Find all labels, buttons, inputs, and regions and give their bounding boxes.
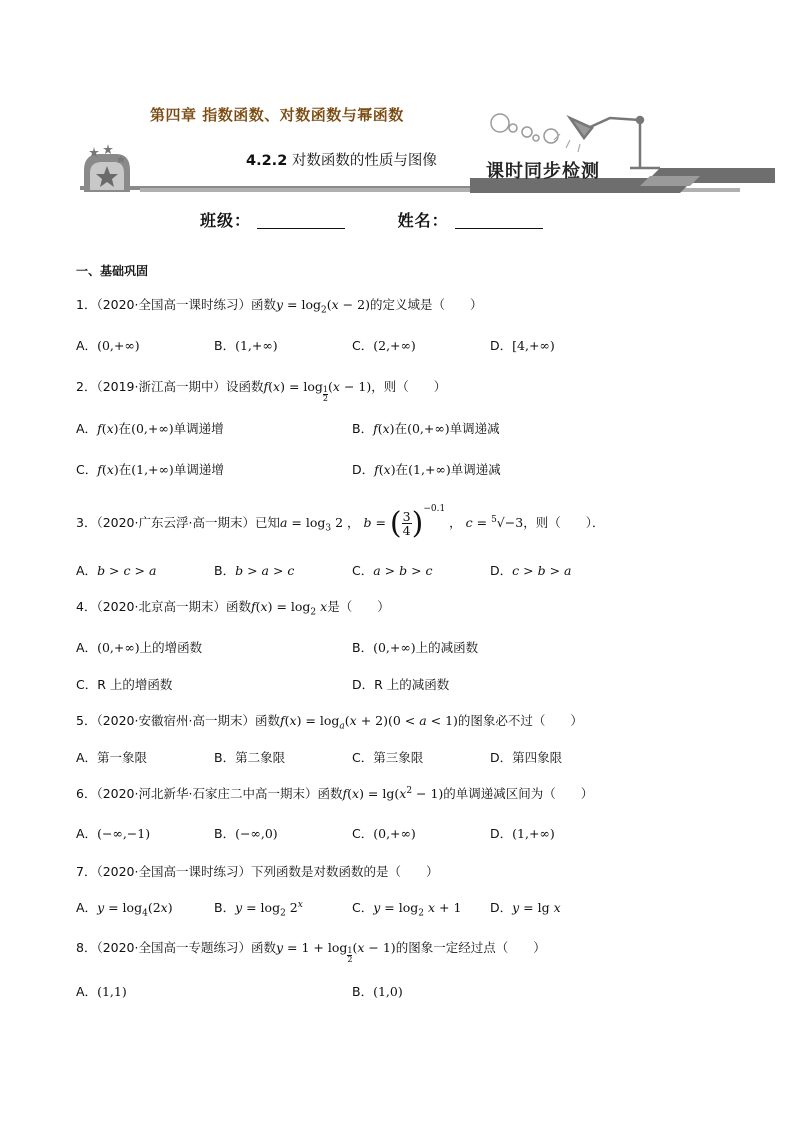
question-2: 2．（2019·浙江高一期中）设函数f(x) = log $\frac{1}{2}(x - 1)$，则（ ） [76,379,447,403]
class-label: 班级： [200,211,252,230]
q3-option-c[interactable]: C．a > b > c [352,563,433,578]
question-1: 1．（2020·全国高一课时练习）函数$y = \log_2(x - 2)$的定义域是（ ） [76,297,483,316]
q2-option-b[interactable]: B．f(x)在(0,+∞)单调递减 [352,421,500,436]
q8-formula: y = 1 + log $\frac{1}{2}(x - 1)$ [276,940,396,964]
q6-option-d[interactable]: D．(1,+∞) [490,826,555,841]
question-6: 6．（2020·河北新华·石家庄二中高一期末）函数$f(x) = \lg(x^2 - 1)$的单调递减区间为（ ） [76,785,594,801]
q1-option-a[interactable]: A．(0,+∞) [76,338,140,353]
student-info-row [200,208,543,231]
q5-option-b[interactable]: B．第二象限 [214,750,286,765]
question-4: 4．（2020·北京高一期末）函数$f(x) = \log_2 x$是（ ） [76,599,390,618]
lesson-number: 4.2.2 [246,153,288,169]
q6-option-b[interactable]: B．(−∞,0) [214,826,278,841]
lesson-title [246,149,437,170]
q8-option-b[interactable]: B．(1,0) [352,984,403,999]
q1-formula: $y = \log_2(x - 2)$ [276,297,370,316]
q3-option-d[interactable]: D．c > b > a [490,563,572,578]
q6-option-c[interactable]: C．(0,+∞) [352,826,416,841]
q7-option-a[interactable]: A．$y = \log_4(2x)$ [76,900,173,919]
q8-option-a[interactable]: A．(1,1) [76,984,127,999]
q5-option-d[interactable]: D．第四象限 [490,750,563,765]
q7-option-c[interactable]: C．$y = \log_2 x + 1$ [352,900,462,919]
q1-option-d[interactable]: D．[4,+∞) [490,338,555,353]
q4-option-d[interactable]: D．R 上的减函数 [352,677,450,692]
q5-option-a[interactable]: A．第一象限 [76,750,148,765]
q5-formula: $f(x) = \log_a(x + 2)(0 < a < 1)$ [279,713,458,732]
bubbles-decoration [491,114,558,143]
question-8: 8．（2020·全国高一专题练习）函数y = 1 + log $\frac{1}{2}(x - 1)$的图象一定经过点（ ） [76,940,546,964]
q6-formula: $f(x) = \lg(x^2 - 1)$ [342,785,444,801]
q7-option-d[interactable]: D．y = lg x [490,900,561,915]
q1-option-c[interactable]: C．(2,+∞) [352,338,416,353]
q4-option-c[interactable]: C．R 上的增函数 [76,677,173,692]
q2-formula: f(x) = log $\frac{1}{2}(x - 1)$ [263,379,372,403]
q4-option-a[interactable]: A．(0,+∞)上的增函数 [76,640,203,655]
star-badge-icon [84,144,130,192]
q2-option-d[interactable]: D．f(x)在(1,+∞)单调递减 [352,462,501,477]
banner-title: 课时同步检测 [486,161,600,182]
q6-option-a[interactable]: A．(−∞,−1) [76,826,151,841]
lamp-light-rays [554,134,580,152]
q4-option-b[interactable]: B．(0,+∞)上的减函数 [352,640,479,655]
q1-option-b[interactable]: B．(1,+∞) [214,338,278,353]
q4-formula: $f(x) = \log_2 x$ [251,599,328,618]
chapter-title: 第四章 指数函数、对数函数与幂函数 [150,106,404,124]
q3-formula: $a = \log_3 2$ ， b = ( $\frac{3}{4}$ )$^{-0.1}$ ， c = $^5$√−3 [279,504,524,541]
question-5: 5．（2020·安徽宿州·高一期末）函数$f(x) = \log_a(x + 2)(0 < a < 1)$的图象必不过（ ） [76,713,583,732]
q2-option-a[interactable]: A．f(x)在(0,+∞)单调递增 [76,421,224,436]
name-blank[interactable] [455,214,543,229]
question-7: 7．（2020·全国高一课时练习）下列函数是对数函数的是（ ） [76,864,439,879]
q3-option-a[interactable]: A．b > c > a [76,563,157,578]
class-blank[interactable] [257,214,345,229]
lesson-name: 对数函数的性质与图像 [287,153,437,169]
q7-option-b[interactable]: B．$y = \log_2 2^x$ [214,899,303,919]
name-label: 姓名： [397,211,449,230]
q5-option-c[interactable]: C．第三象限 [352,750,424,765]
section-title: 一、基础巩固 [76,264,149,278]
question-3: 3．（2020·广东云浮·高一期末）已知$a = \log_3 2$ ， b = ( $\frac{3}{4}$ )$^{-0.1}$ ， c = $^5$√−3，则（ ）． [76,504,605,541]
q2-option-c[interactable]: C．f(x)在(1,+∞)单调递增 [76,462,224,477]
q3-option-b[interactable]: B．b > a > c [214,563,295,578]
